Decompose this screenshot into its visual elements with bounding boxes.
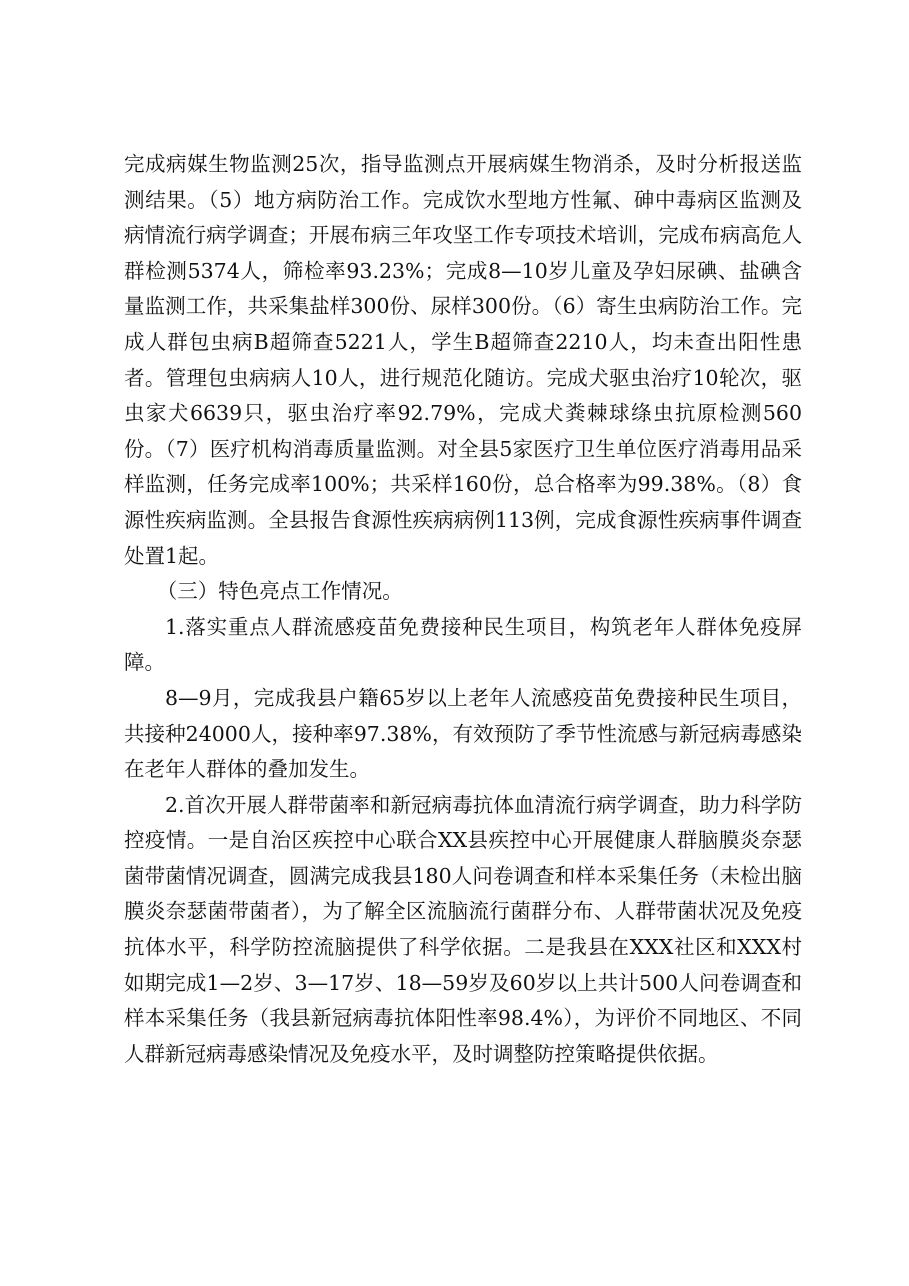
item-2-paragraph: 2.首次开展人群带菌率和新冠病毒抗体血清流行病学调查，助力科学防控疫情。一是自治区疾控中心联合XX县疾控中心开展健康人群脑膜炎奈瑟菌带菌情况调查，圆满完成我县180人问卷调查和样本采集任务（未检出脑膜炎奈瑟菌带菌者），为了解全区流脑流行菌群分布、人群带菌状况及免疫抗体水平，科学防控流脑提供了科学依据。二是我县在XXX社区和XXX村如期完成1—2岁、3—17岁、18—59岁及60岁以上共计500人问卷调查和样本采集任务（我县新冠病毒抗体阳性率98.4%），为评价不同地区、不同人群新冠病毒感染情况及免疫水平，及时调整防控策略提供依据。 (124, 792, 802, 1066)
section-heading: （三）特色亮点工作情况。 (156, 579, 403, 604)
item-1-body: 8—9月，完成我县户籍65岁以上老年人流感疫苗免费接种民生项目，共接种24000人，接种率97.38%，有效预防了季节性流感与新冠病毒感染在老年人群体的叠加发生。 (124, 685, 802, 782)
paragraph-continued: 完成病媒生物监测25次，指导监测点开展病媒生物消杀，及时分析报送监测结果。（5）地方病防治工作。完成饮水型地方性氟、砷中毒病区监测及病情流行病学调查；开展布病三年攻坚工作专项技术培训，完成布病高危人群检测5374人，筛检率93.23%；完成8—10岁儿童及孕妇尿碘、盐碘含量监测工作，共采集盐样300份、尿样300份。（6）寄生虫病防治工作。完成人群包虫病B超筛查5221人，学生B超筛查2210人，均未查出阳性患者。管理包虫病病人10人，进行规范化随访。完成犬驱虫治疗10轮次，驱虫家犬6639只，驱虫治疗率92.79%，完成犬粪棘球绦虫抗原检测560份。（7）医疗机构消毒质量监测。对全县5家医疗卫生单位医疗消毒用品采样监测，任务完成率100%；共采样160份，总合格率为99.38%。（8）食源性疾病监测。全县报告食源性疾病病例113例，完成食源性疾病事件调查处置1起。 (124, 152, 802, 568)
item-1-title: 1.落实重点人群流感疫苗免费接种民生项目，构筑老年人群体免疫屏障。 (124, 614, 802, 675)
